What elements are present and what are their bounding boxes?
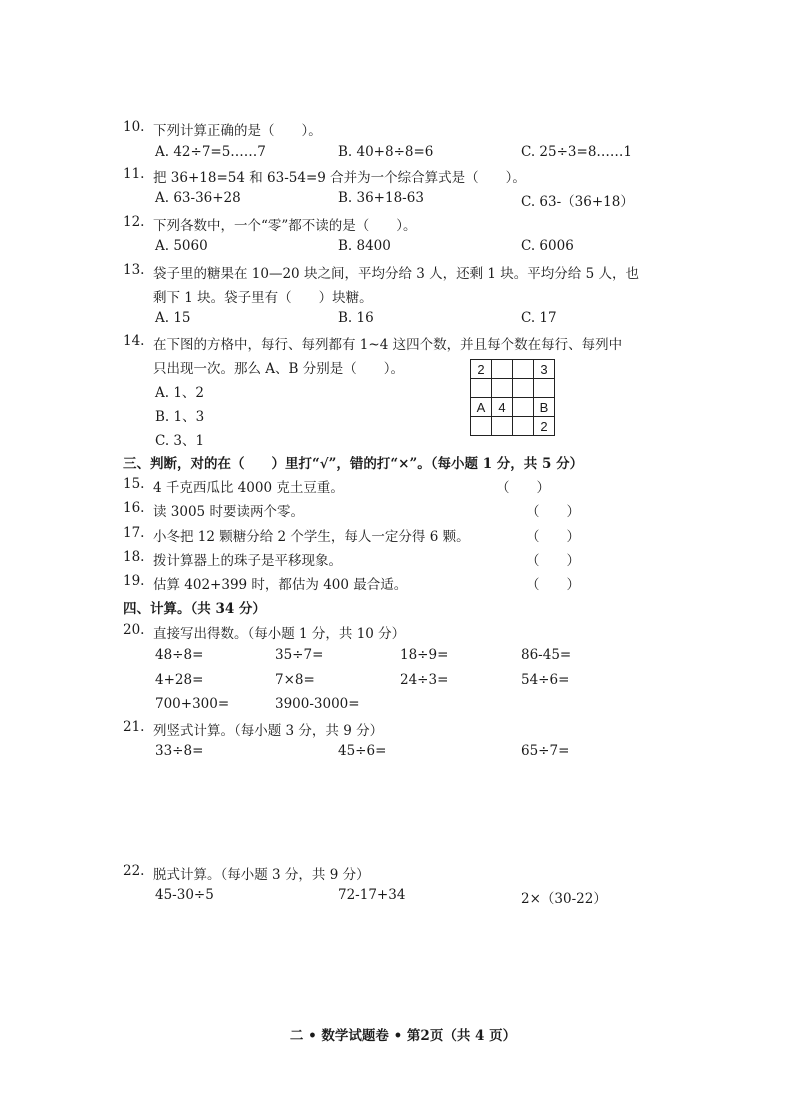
q20-item: 700+300= xyxy=(155,696,230,712)
q13-stem-line1: 袋子里的糖果在 10—20 块之间，平均分给 3 人，还剩 1 块。平均分给 5 人，也 xyxy=(153,266,639,282)
q21-item: 33÷8= xyxy=(155,743,204,759)
q22-item: 72-17+34 xyxy=(338,887,406,903)
grid-cell xyxy=(513,379,534,398)
q19-number: 19. xyxy=(123,573,145,589)
page-footer: 二 • 数学试题卷 • 第2页（共 4 页） xyxy=(289,1028,517,1044)
q20-item: 48÷8= xyxy=(155,647,204,663)
q22-stem: 脱式计算。（每小题 3 分，共 9 分） xyxy=(153,867,370,883)
q19-answer-blank[interactable]: （ ） xyxy=(526,577,580,593)
q21-number: 21. xyxy=(123,719,145,735)
q15-number: 15. xyxy=(123,476,145,492)
grid-cell: B xyxy=(534,398,555,417)
q11-option-b: B. 36+18-63 xyxy=(338,190,424,206)
q13-option-c: C. 17 xyxy=(521,310,557,326)
q12-option-a: A. 5060 xyxy=(155,238,208,254)
q22-item: 2×（30-22） xyxy=(521,891,607,907)
grid-cell: 4 xyxy=(492,398,513,417)
q22-item: 45-30÷5 xyxy=(155,887,214,903)
grid-cell xyxy=(471,379,492,398)
q16-stem: 读 3005 时要读两个零。 xyxy=(153,504,304,520)
q10-number: 10. xyxy=(123,119,145,135)
q12-stem: 下列各数中，一个“零”都不读的是（ ）。 xyxy=(153,218,417,234)
q20-item: 24÷3= xyxy=(400,672,449,688)
grid-cell xyxy=(492,379,513,398)
grid-cell xyxy=(513,398,534,417)
q14-option-c: C. 3、1 xyxy=(155,433,205,449)
q11-number: 11. xyxy=(123,166,145,182)
q20-number: 20. xyxy=(123,622,145,638)
q20-stem: 直接写出得数。（每小题 1 分，共 10 分） xyxy=(153,626,406,642)
q13-number: 13. xyxy=(123,262,145,278)
q16-answer-blank[interactable]: （ ） xyxy=(526,504,580,520)
q17-number: 17. xyxy=(123,525,145,541)
q13-option-b: B. 16 xyxy=(338,310,374,326)
q12-option-b: B. 8400 xyxy=(338,238,391,254)
q18-number: 18. xyxy=(123,549,145,565)
section-3-heading: 三、判断，对的在（ ）里打“√”，错的打“×”。（每小题 1 分，共 5 分） xyxy=(123,456,584,472)
section-4-heading: 四、计算。（共 34 分） xyxy=(123,601,266,617)
q20-item: 7×8= xyxy=(275,672,315,688)
q13-option-a: A. 15 xyxy=(155,310,191,326)
q13-stem-line2: 剩下 1 块。袋子里有（ ）块糖。 xyxy=(153,290,373,306)
q11-stem: 把 36+18=54 和 63-54=9 合并为一个综合算式是（ ）。 xyxy=(153,170,526,186)
grid-cell: A xyxy=(471,398,492,417)
q19-stem: 估算 402+399 时，都估为 400 最合适。 xyxy=(153,577,408,593)
q20-item: 4+28= xyxy=(155,672,204,688)
q10-option-b: B. 40+8÷8=6 xyxy=(338,144,434,160)
q20-item: 18÷9= xyxy=(400,647,449,663)
q20-item: 54÷6= xyxy=(521,672,570,688)
q14-number: 14. xyxy=(123,333,145,349)
grid-cell xyxy=(513,360,534,379)
grid-cell xyxy=(492,360,513,379)
grid-cell xyxy=(471,417,492,436)
q20-item: 3900-3000= xyxy=(275,696,360,712)
q15-stem: 4 千克西瓜比 4000 克土豆重。 xyxy=(153,480,344,496)
grid-cell: 3 xyxy=(534,360,555,379)
grid-cell xyxy=(534,379,555,398)
q14-option-b: B. 1、3 xyxy=(155,409,205,425)
q12-option-c: C. 6006 xyxy=(521,238,574,254)
q17-answer-blank[interactable]: （ ） xyxy=(526,529,580,545)
q14-option-a: A. 1、2 xyxy=(155,385,205,401)
q20-item: 86-45= xyxy=(521,647,572,663)
q15-answer-blank[interactable]: （ ） xyxy=(496,480,550,496)
grid-cell: 2 xyxy=(471,360,492,379)
q14-stem-line2: 只出现一次。那么 A、B 分别是（ ）。 xyxy=(153,361,405,377)
q21-stem: 列竖式计算。（每小题 3 分，共 9 分） xyxy=(153,723,384,739)
q22-number: 22. xyxy=(123,863,145,879)
q20-item: 35÷7= xyxy=(275,647,324,663)
grid-cell xyxy=(492,417,513,436)
q10-option-a: A. 42÷7=5……7 xyxy=(155,144,266,160)
q18-answer-blank[interactable]: （ ） xyxy=(526,553,580,569)
grid-cell xyxy=(513,417,534,436)
q21-item: 45÷6= xyxy=(338,743,387,759)
grid-cell: 2 xyxy=(534,417,555,436)
q17-stem: 小冬把 12 颗糖分给 2 个学生，每人一定分得 6 颗。 xyxy=(153,529,470,545)
q10-stem: 下列计算正确的是（ ）。 xyxy=(153,123,322,139)
q21-item: 65÷7= xyxy=(521,743,570,759)
q18-stem: 拨计算器上的珠子是平移现象。 xyxy=(153,553,342,569)
q10-option-c: C. 25÷3=8……1 xyxy=(521,144,632,160)
q12-number: 12. xyxy=(123,214,145,230)
q11-option-a: A. 63-36+28 xyxy=(155,190,241,206)
q14-stem-line1: 在下图的方格中，每行、每列都有 1~4 这四个数，并且每个数在每行、每列中 xyxy=(153,337,623,353)
number-grid xyxy=(470,359,555,436)
q11-option-c: C. 63-（36+18） xyxy=(521,194,634,210)
q16-number: 16. xyxy=(123,500,145,516)
